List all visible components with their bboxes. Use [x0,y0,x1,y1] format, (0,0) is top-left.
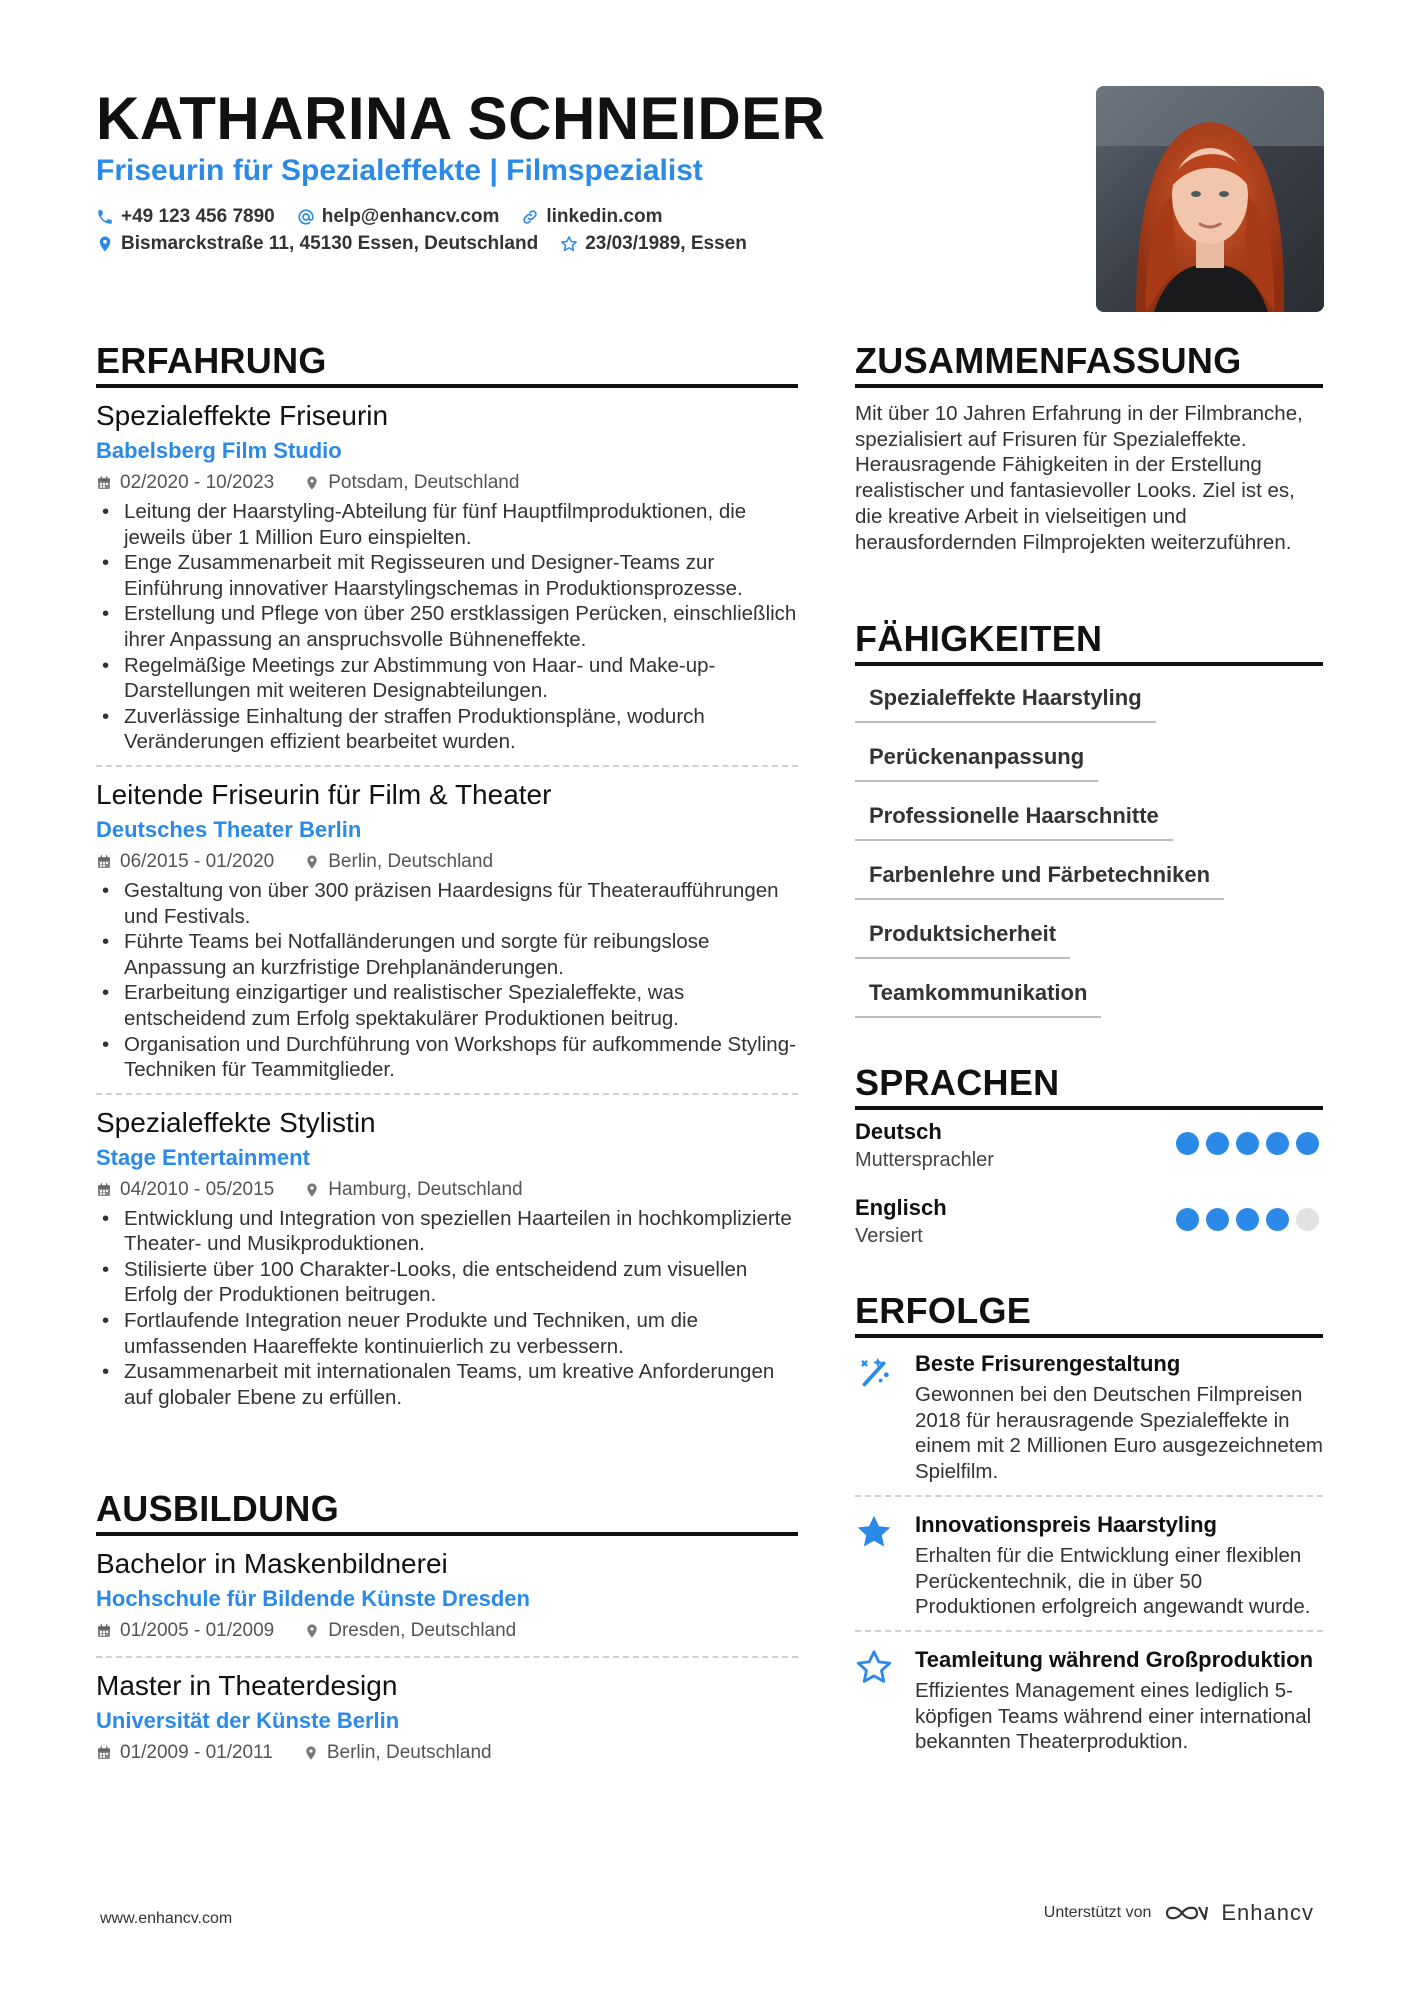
job-location-text: Hamburg, Deutschland [328,1178,523,1200]
job-meta [96,468,798,498]
contact-linkedin[interactable] [521,206,662,228]
contact-phone[interactable] [96,206,275,228]
education-entry [96,1546,798,1646]
calendar-icon [96,1623,112,1639]
rating-dot-filled [1296,1132,1319,1155]
job-dates-text: 06/2015 - 01/2020 [120,850,275,872]
education-separator [96,1656,798,1658]
rating-dot-filled [1206,1208,1229,1231]
location-pin-icon [304,1182,320,1198]
education-dates [96,1616,274,1646]
school-name[interactable]: Universität der Künste Berlin [96,1708,400,1733]
language-entry [855,1194,1323,1270]
contact-email[interactable] [297,206,500,228]
language-entry [855,1118,1323,1194]
degree-title: Bachelor in Maskenbildnerei [96,1548,448,1579]
job-bullet: • Zusammenarbeit mit internationalen Teams, um kreative Anforderungen auf globaler Ebene zu erfüllen. [96,1359,798,1410]
rating-dot-filled [1236,1208,1259,1231]
job-title: Leitende Friseurin für Film & Theater [96,778,552,810]
job-bullet: • Stilisierte über 100 Charakter-Looks, die entscheidend zum visuellen Erfolg der Produktionen beitrugen. [96,1257,798,1308]
education-meta [96,1616,798,1646]
languages-heading: SPRACHEN [855,1062,1060,1103]
achievement-separator [855,1495,1323,1497]
achievement-title: Beste Frisurengestaltung [915,1351,1181,1376]
job-bullet: • Regelmäßige Meetings zur Abstimmung von Haar- und Make-up-Darstellungen mit weiteren Designabteilungen. [96,653,798,704]
job-dates [96,468,274,498]
contact-address [96,233,538,255]
languages-rule [855,1106,1323,1110]
calendar-icon [96,854,112,870]
achievements-heading: ERFOLGE [855,1290,1032,1331]
job-separator [96,1093,798,1095]
location-pin-icon [304,1623,320,1639]
footer-website[interactable]: www.enhancv.com [100,1910,233,1927]
education-rule [96,1532,798,1536]
skills-rule [855,662,1323,666]
achievement-desc: Gewonnen bei den Deutschen Filmpreisen 2018 für herausragende Spezialeffekte in einem mit 2 Millionen Euro ausgezeichnetem Spielfilm. [915,1383,1323,1484]
job-bullet: • Führte Teams bei Notfalländerungen und sorgte für reibungslose Anpassung an kurzfristige Drehplanänderungen. [96,929,798,980]
job-dates-text: 04/2010 - 05/2015 [120,1178,275,1200]
experience-list [96,398,798,1410]
education-dates [96,1738,273,1768]
contact-birth [560,233,747,255]
job-location [304,1175,522,1205]
education-list [96,1546,798,1768]
rating-dot-filled [1266,1132,1289,1155]
achievement-title: Innovationspreis Haarstyling [915,1511,1217,1537]
star-filled-icon [855,1513,893,1551]
job-meta [96,1175,798,1205]
rating-dot-filled [1236,1132,1259,1155]
skills-heading: FÄHIGKEITEN [855,618,1103,659]
address-text: Bismarckstraße 11, 45130 Essen, Deutschland [121,233,539,254]
degree-title: Master in Theaterdesign [96,1670,398,1701]
contact-row-1 [96,206,663,228]
linkedin-text: linkedin.com [546,206,663,227]
calendar-icon [96,1182,112,1198]
summary-text: Mit über 10 Jahren Erfahrung in der Filmbranche, spezialisiert auf Frisuren für Spezialeffekte. Herausragende Fähigkeiten in der Erstellung realistischer und fantasievoller Looks. Ziel ist es, die kreative Arbeit in vielseitigen und herausfordernden Filmprojekten weiterzuführen. [855,402,1303,554]
job-company[interactable]: Deutsches Theater Berlin [96,816,362,842]
language-name: Deutsch [855,1119,942,1144]
achievement-desc: Erhalten für die Entwicklung einer flexiblen Perückentechnik, die in über 50 Produktionen erfolgreich angewandt wurde. [915,1543,1311,1619]
education-dates-text: 01/2009 - 01/2011 [120,1742,273,1763]
magic-wand-icon [855,1352,893,1390]
job-title: Spezialeffekte Friseurin [96,400,389,431]
skill-tag: Professionelle Haarschnitte [855,801,1173,841]
job-entry [96,1105,798,1411]
achievement-entry [855,1646,1323,1755]
email-text: help@enhancv.com [321,206,500,227]
language-level: Versiert [855,1225,923,1247]
achievement-entry [855,1350,1323,1485]
education-dates-text: 01/2005 - 01/2009 [120,1620,275,1641]
job-dates [96,1175,274,1205]
rating-dot-filled [1266,1208,1289,1231]
school-name[interactable]: Hochschule für Bildende Künste Dresden [96,1586,530,1611]
education-entry [96,1668,798,1768]
education-location [303,1738,492,1768]
experience-heading: ERFAHRUNG [96,340,327,381]
skill-tag: Teamkommunikation [855,978,1101,1018]
language-name: Englisch [855,1195,947,1220]
contact-row-2 [96,233,747,255]
job-location-text: Berlin, Deutschland [328,850,494,872]
calendar-icon [96,1745,112,1761]
skill-tag: Perückenanpassung [855,742,1098,782]
phone-icon [96,208,114,226]
job-entry [96,777,798,1083]
job-separator [96,765,798,767]
location-pin-icon [304,854,320,870]
job-location-text: Potsdam, Deutschland [328,472,520,493]
profile-photo [1096,86,1324,312]
job-bullet: • Erstellung und Pflege von über 250 erstklassigen Perücken, einschließlich ihrer Anpassung an anspruchsvolle Bühneneffekte. [96,601,798,652]
summary-rule [855,384,1323,388]
language-rating [1176,1132,1319,1155]
job-bullet: • Erarbeitung einzigartiger und realistischer Spezialeffekte, was entscheidend zum Erfolg spektakulärer Produktionen beitrug. [96,980,798,1031]
location-pin-icon [303,1745,319,1761]
link-icon [521,208,539,226]
job-dates-text: 02/2020 - 10/2023 [120,472,275,493]
job-bullet: • Fortlaufende Integration neuer Produkte und Techniken, um die umfassenden Haareffekte kontinuierlich zu verbessern. [96,1308,798,1359]
job-bullets [96,878,798,1083]
rating-dot-filled [1206,1132,1229,1155]
job-bullets [96,1206,798,1411]
rating-dot-empty [1296,1208,1319,1231]
birth-text: 23/03/1989, Essen [585,233,747,254]
achievement-entry [855,1511,1323,1620]
achievement-separator [855,1630,1323,1632]
rating-dot-filled [1176,1208,1199,1231]
education-meta [96,1738,798,1768]
job-location [304,847,493,877]
job-bullet: • Enge Zusammenarbeit mit Regisseuren und Designer-Teams zur Einführung innovativer Haarstylingschemas in Produktionsprozesse. [96,550,798,601]
skill-tag: Spezialeffekte Haarstyling [855,683,1156,723]
job-location [304,468,519,498]
skills-list [855,683,1323,1037]
achievements-rule [855,1334,1323,1338]
job-dates [96,847,274,877]
job-entry [96,398,798,755]
portrait-illustration [1096,86,1324,312]
rating-dot-filled [1176,1132,1199,1155]
job-bullet: • Organisation und Durchführung von Workshops für aufkommende Styling-Techniken für Teammitglieder. [96,1032,798,1083]
summary-heading: ZUSAMMENFASSUNG [855,340,1242,381]
star-outline-icon [560,235,578,253]
at-icon [297,208,315,226]
education-location-text: Berlin, Deutschland [326,1742,492,1763]
achievements-list [855,1350,1323,1755]
job-bullets [96,499,798,755]
star-outline-icon [855,1648,893,1686]
location-pin-icon [304,475,320,491]
languages-list [855,1118,1323,1270]
achievement-desc: Effizientes Management eines lediglich 5-köpfigen Teams während einer international bekannten Theaterproduktion. [915,1678,1312,1754]
skill-tag: Produktsicherheit [855,919,1070,959]
education-location [304,1616,516,1646]
job-company[interactable]: Stage Entertainment [96,1144,310,1170]
brand-name: Enhancv [1221,1900,1314,1925]
skill-tag: Farbenlehre und Färbetechniken [855,860,1224,900]
job-bullet: • Zuverlässige Einhaltung der straffen Produktionspläne, wodurch Veränderungen effizient bearbeitet wurden. [96,704,798,755]
footer-branding [1044,1900,1314,1926]
phone-text: +49 123 456 7890 [121,206,275,227]
job-title: Spezialeffekte Stylistin [96,1106,376,1138]
experience-rule [96,384,798,388]
achievement-title: Teamleitung während Großproduktion [915,1646,1314,1672]
job-bullet: • Entwicklung und Integration von speziellen Haarteilen in hochkomplizierte Theater- und Musikproduktionen. [96,1206,798,1257]
job-bullet: • Leitung der Haarstyling-Abteilung für fünf Hauptfilmproduktionen, die jeweils über 1 Million Euro einspielten. [96,499,798,550]
enhancv-logo-icon [1163,1901,1209,1925]
education-location-text: Dresden, Deutschland [328,1620,517,1641]
education-heading: AUSBILDUNG [96,1488,339,1529]
calendar-icon [96,475,112,491]
language-rating [1176,1208,1319,1231]
language-level: Muttersprachler [855,1149,994,1171]
powered-by-text: Unterstützt von [1043,1904,1152,1921]
candidate-subtitle: Friseurin für Spezialeffekte | Filmspezialist [96,154,703,187]
job-company[interactable]: Babelsberg Film Studio [96,438,342,463]
location-pin-icon [96,235,114,253]
job-bullet: • Gestaltung von über 300 präzisen Haardesigns für Theateraufführungen und Festivals. [96,878,798,929]
job-meta [96,847,798,877]
candidate-name: KATHARINA SCHNEIDER [96,85,826,152]
